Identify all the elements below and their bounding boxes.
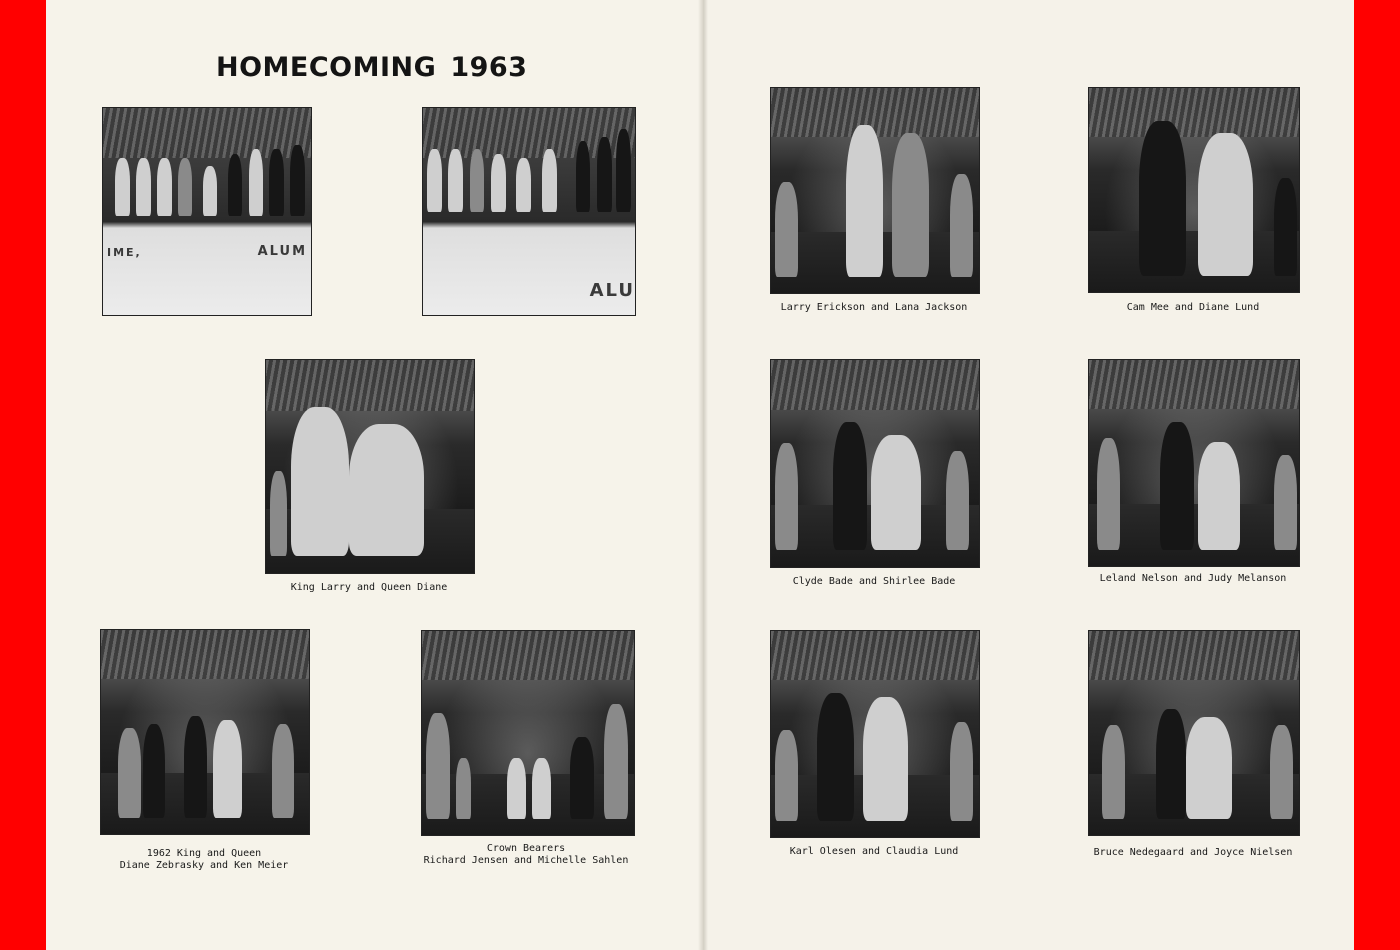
title-word: HOMECOMING xyxy=(216,52,437,83)
stage-sign-left: IME, xyxy=(107,246,142,259)
crown-bearers-photo xyxy=(421,630,635,836)
couple-photo-4 xyxy=(1088,359,1300,567)
couple-photo-3 xyxy=(770,359,980,568)
book-spine xyxy=(698,0,708,950)
caption-couple-6: Bruce Nedegaard and Joyce Nielsen xyxy=(1093,847,1293,858)
stage-photo-1 xyxy=(102,107,312,316)
king-queen-photo xyxy=(265,359,475,574)
caption-former-royalty-line2: Diane Zebrasky and Ken Meier xyxy=(119,860,289,871)
stage-photo-2 xyxy=(422,107,636,316)
couple-photo-6 xyxy=(1088,630,1300,836)
stage-sign-right: ALUM xyxy=(257,244,307,259)
couple-photo-2 xyxy=(1088,87,1300,293)
caption-couple-4: Leland Nelson and Judy Melanson xyxy=(1099,573,1287,584)
caption-former-royalty-line1: 1962 King and Queen xyxy=(146,848,262,859)
former-royalty-photo xyxy=(100,629,310,835)
caption-couple-2: Cam Mee and Diane Lund xyxy=(1126,302,1260,313)
caption-crown-bearers xyxy=(416,843,636,867)
caption-crown-bearers-line2: Richard Jensen and Michelle Sahlen xyxy=(423,855,629,866)
caption-couple-3: Clyde Bade and Shirlee Bade xyxy=(792,576,956,587)
caption-couple-5: Karl Olesen and Claudia Lund xyxy=(789,846,959,857)
couple-photo-5 xyxy=(770,630,980,838)
caption-former-royalty xyxy=(100,848,308,872)
caption-king-queen: King Larry and Queen Diane xyxy=(290,582,448,593)
caption-crown-bearers-line1: Crown Bearers xyxy=(486,843,566,854)
title-year: 1963 xyxy=(450,52,528,83)
caption-couple-1: Larry Erickson and Lana Jackson xyxy=(780,302,968,313)
couple-photo-1 xyxy=(770,87,980,294)
page-title xyxy=(216,52,527,83)
stage-sign: ALU xyxy=(589,280,635,301)
